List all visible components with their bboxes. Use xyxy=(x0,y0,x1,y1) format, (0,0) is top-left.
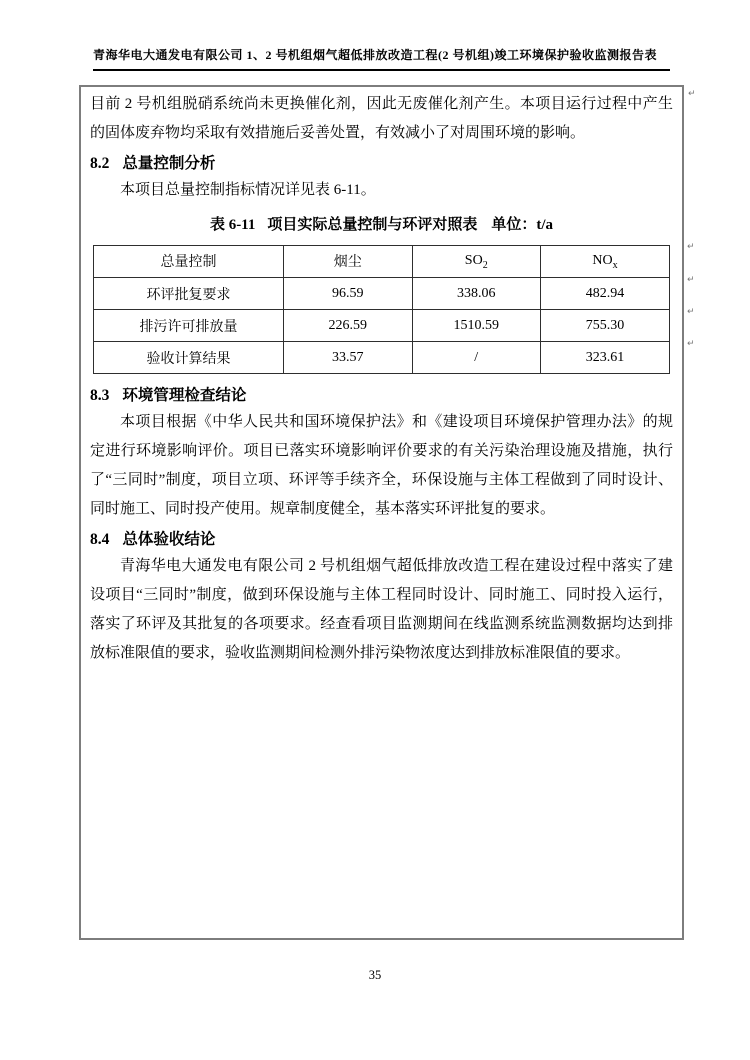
cell-value: 338.06 xyxy=(412,278,540,310)
section-8-2-paragraph: 本项目总量控制指标情况详见表 6-11。 xyxy=(120,182,376,198)
paragraph-mark-icon: ↵ xyxy=(687,307,695,317)
page-number: 35 xyxy=(368,968,382,982)
page-header-title: 青海华电大通发电有限公司 1、2 号机组烟气超低排放改造工程(2 号机组)竣工环境保护验收监测报告表 xyxy=(93,48,657,62)
header-rule xyxy=(93,69,670,71)
section-8-3-heading xyxy=(90,384,673,408)
cell-value: 226.59 xyxy=(284,310,412,342)
spacer xyxy=(90,374,673,380)
section-8-4-heading xyxy=(90,528,673,552)
cell-value: 323.61 xyxy=(540,342,669,374)
section-8-2-number: 8.2 xyxy=(90,155,110,172)
section-8-3-title: 环境管理检查结论 xyxy=(122,387,247,404)
paragraph-mark-icon: ↵ xyxy=(687,339,695,349)
paragraph-mark-icon: ↵ xyxy=(687,242,695,252)
row-label: 验收计算结果 xyxy=(93,342,283,374)
cell-value: 755.30 xyxy=(540,310,669,342)
section-8-3-paragraph: 本项目根据《中华人民共和国环境保护法》和《建设项目环境保护管理办法》的规定进行环境影响评价。项目已落实环境影响评价要求的有关污染治理设施及措施，执行了“三同时”制度，项目立项、环评等手续齐全，环保设施与主体工程做到了同时设计、同时施工、同时投产使用。规章制度健全，基本落实环评批复的要求。 xyxy=(90,414,673,517)
table-caption xyxy=(90,213,673,237)
totals-table xyxy=(93,245,670,374)
table-caption-title: 项目实际总量控制与环评对照表 xyxy=(267,217,478,233)
row-label: 环评批复要求 xyxy=(93,278,283,310)
col-header-total-control: 总量控制 xyxy=(93,246,283,278)
section-8-2-title: 总量控制分析 xyxy=(122,155,216,172)
intro-paragraph: 目前 2 号机组脱硝系统尚未更换催化剂，因此无废催化剂产生。本项目运行过程中产生的固体废弃物均采取有效措施后妥善处置，有效减小了对周围环境的影响。 xyxy=(90,96,673,141)
content-box xyxy=(79,85,684,940)
table-caption-unit: 单位：t/a xyxy=(491,217,554,233)
section-8-4-number: 8.4 xyxy=(90,531,110,548)
cell-value: 1510.59 xyxy=(412,310,540,342)
paragraph-mark-icon: ↵ xyxy=(688,89,696,99)
paragraph-mark-icon: ↵ xyxy=(687,275,695,285)
cell-value: 96.59 xyxy=(284,278,412,310)
cell-value: 33.57 xyxy=(284,342,412,374)
col-header-so2: $SO_2$ xyxy=(412,246,540,278)
cell-value: / xyxy=(412,342,540,374)
table-row xyxy=(93,278,669,310)
table-header-row xyxy=(93,246,669,278)
col-header-smoke-dust: 烟尘 xyxy=(284,246,412,278)
row-label: 排污许可排放量 xyxy=(93,310,283,342)
section-8-3-number: 8.3 xyxy=(90,387,110,404)
table-row xyxy=(93,310,669,342)
section-8-4-paragraph: 青海华电大通发电有限公司 2 号机组烟气超低排放改造工程在建设过程中落实了建设项目“三同时”制度，做到环保设施与主体工程同时设计、同时施工、同时投入运行，落实了环评及其批复的各项要求。经查看项目监测期间在线监测系统监测数据均达到排放标准限值的要求，验收监测期间检测外排污染物浓度达到排放标准限值的要求。 xyxy=(90,558,673,661)
col-header-nox: $NO_x$ xyxy=(540,246,669,278)
table-row xyxy=(93,342,669,374)
section-8-2-heading xyxy=(90,152,673,176)
cell-value: 482.94 xyxy=(540,278,669,310)
table-caption-number: 表 6-11 xyxy=(209,217,256,233)
section-8-4-title: 总体验收结论 xyxy=(122,531,216,548)
